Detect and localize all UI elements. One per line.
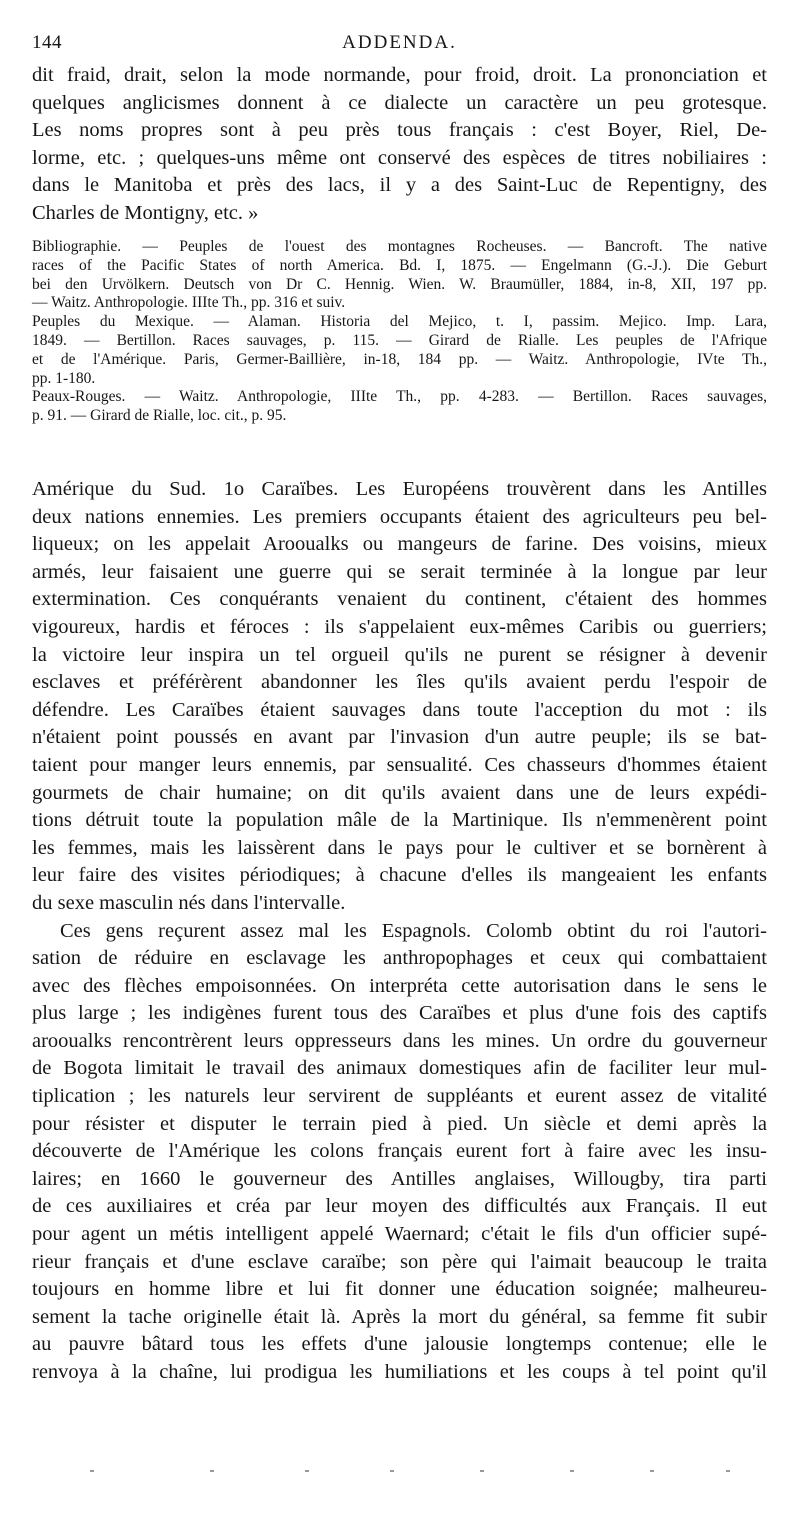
section-line: n'étaient point poussés en avant par l'invasion d'un autre peuple; ils se bat- [32,726,767,749]
bibliography-note [32,238,767,426]
bibliography-line: bei den Urvölkern. Deutsch von Dr C. Hennig. Wien. W. Braumüller, 1884, in-8, XII, 197 pp. [32,275,767,293]
section-line: du sexe masculin nés dans l'intervalle. [32,891,346,914]
section-line: Amérique du Sud. 1o Caraïbes. Les Européens trouvèrent dans les Antilles [32,478,767,500]
section-line: laires; en 1660 le gouverneur des Antilles anglaises, Willougby, tira parti [32,1167,767,1190]
section-line: liqueux; on les appelait Arooualks ou mangeurs de farine. Des voisins, mieux [32,533,767,556]
opening-paragraph [32,62,767,228]
section-line: les femmes, mais les laissèrent dans le pays pour le cultiver et se bornèrent à [32,836,767,859]
section-line: de ces auxiliaires et créa par leur moyen des difficultés aux Français. Il eut [32,1195,767,1218]
section-line: toujours en homme libre et lui fit donner une éducation soignée; malheureu- [32,1278,767,1301]
text-line: Charles de Montigny, etc. » [32,201,259,224]
section-line: défendre. Les Caraïbes étaient sauvages dans toute l'acception du mot : ils [32,698,767,721]
bibliography-line: 1849. — Bertillon. Races sauvages, p. 115. — Girard de Rialle. Les peuples de l'Afrique [32,331,767,349]
section-line: renvoya à la chaîne, lui prodigua les humiliations et les coups à tel point qu'il [32,1361,767,1383]
section-line: deux nations ennemies. Les premiers occupants étaient des agriculteurs peu bel- [32,505,767,528]
section-line: tiplication ; les naturels leur servirent de suppléants et eurent assez de vitalité [32,1085,767,1108]
running-title: ADDENDA. [342,32,457,53]
text-line: dit fraid, drait, selon la mode normande, pour froid, droit. La prononciation et [32,64,767,86]
section-line: taient pour manger leurs ennemis, par sensualité. Ces chasseurs d'hommes étaient [32,753,767,776]
section-line: arooualks rencontrèrent leurs oppresseurs dans les mines. Un ordre du gouverneur [32,1029,767,1052]
section-line: la victoire leur inspira un tel orgueil qu'ils ne purent se résigner à devenir [32,643,767,666]
bibliography-line: p. 91. — Girard de Rialle, loc. cit., p. 95. [32,407,287,425]
section-line: rieur français et d'une esclave caraïbe; son père qui l'aimait beaucoup le traita [32,1250,767,1273]
section-line: de Bogota limitait le travail des animaux domestiques afin de faciliter leur mul- [32,1057,767,1080]
section-line: au pauvre bâtard tous les effets d'une jalousie longtemps contenue; elle le [32,1333,767,1356]
bibliography-line: races of the Pacific States of north America. Bd. I, 1875. — Engelmann (G.-J.). Die Geburt [32,256,767,274]
section-line: plus large ; les indigènes furent tous des Caraïbes et plus d'une fois des captifs [32,1002,767,1025]
section-line: découverte de l'Amérique les colons français eurent fort à faire avec les insu- [32,1140,767,1163]
bibliography-line: Bibliographie. — Peuples de l'ouest des montagnes Rocheuses. — Bancroft. The native [32,238,767,255]
bibliography-line: Peuples du Mexique. — Alaman. Historia del Mejico, t. I, passim. Mejico. Imp. Lara, [32,313,767,331]
text-line: dans le Manitoba et près des lacs, il y a des Saint-Luc de Repentigny, des [32,174,767,197]
page-number: 144 [32,32,62,53]
page-header [32,26,767,60]
bibliography-line: et de l'Amérique. Paris, Germer-Baillière, in-18, 184 pp. — Waitz. Anthropologie, IVte Th., [32,350,767,368]
section-line: leur faire des visites périodiques; à chacune d'elles ils mangeaient les enfants [32,864,767,887]
section-line: Ces gens reçurent assez mal les Espagnols. Colomb obtint du roi l'autori- [60,919,767,942]
text-line: lorme, etc. ; quelques-uns même ont conservé des espèces de titres nobiliaires : [32,146,767,169]
section-line: sement la tache originelle était là. Après la mort du général, sa femme fit subir [32,1305,767,1328]
text-line: quelques anglicismes donnent à ce dialecte un caractère un peu grotesque. [32,91,767,114]
section-line: extermination. Ces conquérants venaient du continent, c'étaient des hommes [32,588,767,611]
bibliography-line: Peaux-Rouges. — Waitz. Anthropologie, IIIte Th., pp. 4-283. — Bertillon. Races sauvages, [32,388,767,406]
bibliography-line: pp. 1-180. [32,369,96,387]
section-line: gourmets de chair humaine; on dit qu'ils avaient dans une de leurs expédi- [32,781,767,804]
section-line: armés, leur faisaient une guerre qui se serait terminée à la longue par leur [32,560,767,583]
section-line: pour agent un métis intelligent appelé Waernard; c'était le fils d'un officier supé- [32,1223,767,1246]
section-line: tions détruit toute la population mâle de la Martinique. Ils n'emmenèrent point [32,809,767,832]
bibliography-line: — Waitz. Anthropologie. IIIte Th., pp. 316 et suiv. [32,294,346,312]
section-line: sation de réduire en esclavage les anthropophages et ceux qui combattaient [32,947,767,970]
section-line: pour résister et disputer le terrain pied à pied. Un siècle et demi après la [32,1112,767,1135]
scan-artifacts [90,1470,730,1476]
south-america-section [32,476,767,1387]
section-line: esclaves et préférèrent abandonner les îles qu'ils avaient perdu l'espoir de [32,671,767,694]
section-line: vigoureux, hardis et féroces : ils s'appelaient eux-mêmes Caribis ou guerriers; [32,615,767,638]
text-line: Les noms propres sont à peu près tous français : c'est Boyer, Riel, De- [32,119,767,142]
section-line: avec des flèches empoisonnées. On interpréta cette autorisation dans le sens le [32,974,767,997]
